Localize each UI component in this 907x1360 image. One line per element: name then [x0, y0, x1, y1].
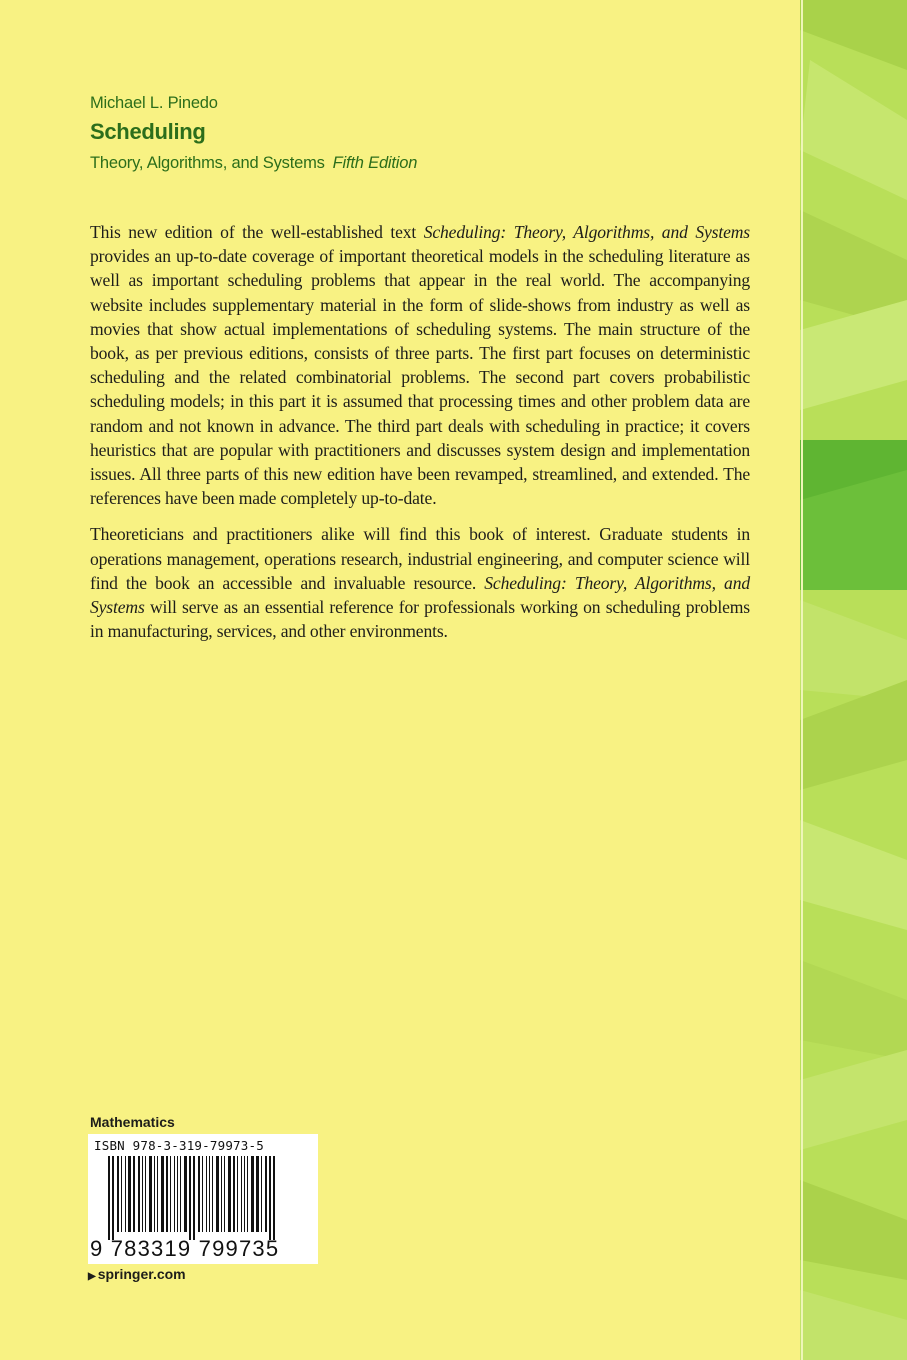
subject-category: Mathematics [90, 1114, 175, 1130]
blurb-paragraph-1 [90, 220, 750, 510]
right-triangle-icon: ▶ [88, 1271, 96, 1282]
blurb-paragraph-2 [90, 522, 750, 643]
blurb-p1-book-title: Scheduling: Theory, Algorithms, and Systems [423, 222, 751, 242]
barcode-bar [184, 1156, 187, 1232]
stripe-pattern [800, 0, 907, 1360]
barcode-bar [221, 1156, 222, 1232]
book-header [90, 94, 417, 173]
barcode-icon [94, 1156, 312, 1240]
barcode-bar [170, 1156, 171, 1232]
barcode-bar [145, 1156, 146, 1232]
barcode-bar [233, 1156, 235, 1232]
author-name: Michael L. Pinedo [90, 94, 218, 112]
barcode-guard-bar [273, 1156, 275, 1240]
barcode-bar [206, 1156, 207, 1232]
book-subtitle [90, 154, 417, 173]
barcode-bar [128, 1156, 131, 1232]
barcode-bar [157, 1156, 158, 1232]
isbn-label: ISBN 978-3-319-79973-5 [94, 1138, 264, 1153]
blurb [90, 220, 750, 655]
barcode-bar [138, 1156, 140, 1232]
edition-label: Fifth Edition [332, 154, 418, 172]
barcode-bar [177, 1156, 178, 1232]
barcode-bar [209, 1156, 210, 1232]
barcode-bar [142, 1156, 143, 1232]
barcode-bar [241, 1156, 242, 1232]
barcode-bar [166, 1156, 168, 1232]
blurb-p1-rest: provides an up-to-date coverage of important theoretical models in the scheduling literature as well as important scheduling problems that appear in the real world. The accompanying website includes supplementary material in the form of slide-shows from industry as well as movies that show actual implementations of scheduling systems. The main structure of the book, as per previous editions, consists of three parts. The first part focuses on deterministic scheduling and the related combinatorial problems. The second part covers probabilistic scheduling models; in this part it is assumed that processing times and other problem data are random and not known in advance. The third part deals with scheduling in practice; it covers heuristics that are popular with practitioners and discusses system design and implementation issues. All three parts of this new edition have been revamped, streamlined, and extended. The references have been made completely up-to-date. [90, 246, 750, 509]
barcode-bar [247, 1156, 248, 1232]
decorative-stripe [800, 0, 907, 1360]
barcode-bar [212, 1156, 213, 1232]
blurb-p2-rest: will serve as an essential reference for professionals working on scheduling problems in manufacturing, services, and other environments. [90, 597, 750, 642]
blurb-p1-intro: This new edition of the well-established text [90, 222, 424, 242]
barcode-guard-bar [108, 1156, 110, 1240]
barcode-bar [228, 1156, 231, 1232]
barcode-bar [125, 1156, 126, 1232]
barcode-bar [180, 1156, 181, 1232]
website-text: springer.com [97, 1266, 186, 1282]
barcode-bar [261, 1156, 262, 1232]
website-link[interactable] [88, 1266, 186, 1282]
blurb-p2-book-title: Scheduling: Theory, Algorithms, and Systems [90, 572, 750, 618]
subtitle-text: Theory, Algorithms, and Systems [90, 154, 325, 172]
barcode-bar [154, 1156, 155, 1232]
ean-digits: 9 783319 799735 [90, 1236, 280, 1261]
barcode-bar [265, 1156, 267, 1232]
book-title: Scheduling [90, 119, 206, 144]
barcode-guard-bar [112, 1156, 114, 1240]
barcode-bar [256, 1156, 259, 1232]
barcode-bar [198, 1156, 200, 1232]
barcode-bar [202, 1156, 203, 1232]
barcode-guard-bar [269, 1156, 271, 1240]
barcode-bar [149, 1156, 152, 1232]
barcode-bar [224, 1156, 225, 1232]
barcode-bar [244, 1156, 245, 1232]
barcode-guard-bar [189, 1156, 191, 1240]
barcode-bar [174, 1156, 175, 1232]
barcode-bar [117, 1156, 119, 1232]
blurb-p2-intro: Theoreticians and practitioners alike will find this book of interest. Graduate students in operations management, operations research, industrial engineering, and computer science will find the book an accessible and invaluable resource. [90, 524, 750, 593]
barcode-bar [216, 1156, 219, 1232]
barcode-bar [121, 1156, 122, 1232]
barcode-guard-bar [193, 1156, 195, 1240]
barcode-bar [133, 1156, 135, 1232]
barcode-bar [237, 1156, 238, 1232]
barcode-bar [251, 1156, 254, 1232]
barcode-bar [161, 1156, 164, 1232]
isbn-barcode [88, 1134, 318, 1264]
